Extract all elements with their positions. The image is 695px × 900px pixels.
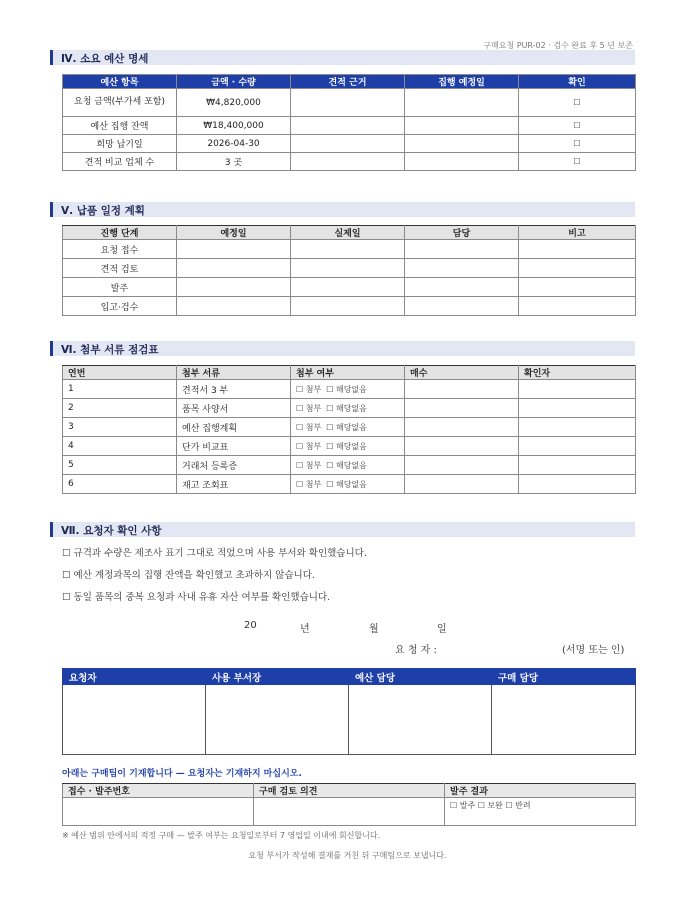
schedule-owner-cell[interactable] bbox=[405, 297, 519, 316]
section-budget-title: Ⅳ. 소요 예산 명세 bbox=[61, 53, 149, 65]
budget-value: ₩18,400,000 bbox=[177, 117, 291, 135]
attachment-checker-cell[interactable] bbox=[519, 380, 636, 399]
budget-date[interactable] bbox=[405, 135, 519, 153]
schedule-stage: 견적 검토 bbox=[63, 259, 177, 278]
attachment-count-cell[interactable] bbox=[405, 418, 519, 437]
budget-basis[interactable] bbox=[291, 135, 405, 153]
attachment-no: 2 bbox=[63, 399, 177, 418]
section-schedule-header bbox=[50, 202, 635, 217]
budget-date[interactable] bbox=[405, 89, 519, 117]
attach-option-checkbox[interactable]: ☐ 첨부 bbox=[296, 441, 322, 451]
attachment-checker-cell[interactable] bbox=[519, 437, 636, 456]
attachment-doc: 품목 사양서 bbox=[177, 399, 291, 418]
schedule-stage: 요청 접수 bbox=[63, 240, 177, 259]
schedule-actual-cell[interactable] bbox=[291, 278, 405, 297]
schedule-col-stage: 진행 단계 bbox=[63, 226, 177, 240]
table-row bbox=[63, 399, 636, 418]
table-row bbox=[63, 418, 636, 437]
procurement-note: 아래는 구매팀이 기재합니다 — 요청자는 기재하지 마십시오. bbox=[62, 769, 302, 779]
procurement-review-cell[interactable] bbox=[254, 798, 445, 826]
procurement-result-options[interactable]: ☐ 발주 ☐ 보완 ☐ 반려 bbox=[445, 798, 636, 826]
section-confirmation-title: Ⅶ. 요청자 확인 사항 bbox=[61, 525, 162, 537]
schedule-col-remarks: 비고 bbox=[519, 226, 636, 240]
table-row bbox=[63, 278, 636, 297]
signature-label: (서명 또는 인) bbox=[562, 645, 625, 656]
attachment-checker-cell[interactable] bbox=[519, 399, 636, 418]
budget-check-box[interactable]: ☐ bbox=[519, 117, 636, 135]
attachment-checker-cell[interactable] bbox=[519, 475, 636, 494]
table-row bbox=[63, 456, 636, 475]
attachments-col-checker: 확인자 bbox=[519, 366, 636, 380]
attachment-doc: 재고 조회표 bbox=[177, 475, 291, 494]
schedule-col-actual: 실제일 bbox=[291, 226, 405, 240]
section-attachments-header bbox=[50, 341, 635, 356]
signature-col-purchasing: 구매 담당 bbox=[492, 669, 636, 685]
attachment-count-cell[interactable] bbox=[405, 399, 519, 418]
attachments-table bbox=[62, 365, 636, 494]
schedule-owner-cell[interactable] bbox=[405, 278, 519, 297]
budget-item: 희망 납기일 bbox=[63, 135, 177, 153]
table-row bbox=[63, 259, 636, 278]
section-confirmation-header bbox=[50, 522, 635, 537]
schedule-table bbox=[62, 225, 636, 316]
schedule-remarks-cell[interactable] bbox=[519, 278, 636, 297]
attachment-no: 5 bbox=[63, 456, 177, 475]
signature-col-budget: 예산 담당 bbox=[349, 669, 492, 685]
schedule-planned-cell[interactable] bbox=[177, 278, 291, 297]
schedule-planned-cell[interactable] bbox=[177, 259, 291, 278]
schedule-stage: 발주 bbox=[63, 278, 177, 297]
section-schedule-title: Ⅴ. 납품 일정 계획 bbox=[61, 205, 145, 217]
budget-date[interactable] bbox=[405, 153, 519, 171]
signature-box-applicant[interactable] bbox=[63, 685, 206, 755]
budget-check-box[interactable]: ☐ bbox=[519, 135, 636, 153]
attachment-no: 4 bbox=[63, 437, 177, 456]
attachment-doc: 거래처 등록증 bbox=[177, 456, 291, 475]
budget-col-basis: 견적 근거 bbox=[291, 75, 405, 89]
na-option-checkbox[interactable]: ☐ 해당없음 bbox=[326, 441, 367, 451]
attachments-col-count: 매수 bbox=[405, 366, 519, 380]
procurement-col-result: 발주 결과 bbox=[445, 784, 636, 798]
attach-option-checkbox[interactable]: ☐ 첨부 bbox=[296, 422, 322, 432]
signature-box-budget[interactable] bbox=[349, 685, 492, 755]
signature-box-purchasing[interactable] bbox=[492, 685, 636, 755]
schedule-planned-cell[interactable] bbox=[177, 297, 291, 316]
schedule-remarks-cell[interactable] bbox=[519, 259, 636, 278]
date-year-label: 년 bbox=[300, 624, 310, 635]
budget-basis[interactable] bbox=[291, 153, 405, 171]
budget-table bbox=[62, 74, 636, 171]
na-option-checkbox[interactable]: ☐ 해당없음 bbox=[326, 403, 367, 413]
table-row bbox=[63, 153, 636, 171]
schedule-owner-cell[interactable] bbox=[405, 240, 519, 259]
schedule-remarks-cell[interactable] bbox=[519, 240, 636, 259]
attach-option-checkbox[interactable]: ☐ 첨부 bbox=[296, 384, 322, 394]
attachment-doc: 예산 집행계획 bbox=[177, 418, 291, 437]
table-row bbox=[63, 135, 636, 153]
procurement-col-review: 구매 검토 의견 bbox=[254, 784, 445, 798]
attachment-count-cell[interactable] bbox=[405, 380, 519, 399]
schedule-actual-cell[interactable] bbox=[291, 259, 405, 278]
schedule-planned-cell[interactable] bbox=[177, 240, 291, 259]
table-row bbox=[63, 240, 636, 259]
attachment-count-cell[interactable] bbox=[405, 475, 519, 494]
attachment-doc: 견적서 3 부 bbox=[177, 380, 291, 399]
budget-col-item: 예산 항목 bbox=[63, 75, 177, 89]
signature-box-dept-head[interactable] bbox=[206, 685, 349, 755]
attachments-col-no: 연번 bbox=[63, 366, 177, 380]
schedule-actual-cell[interactable] bbox=[291, 240, 405, 259]
procurement-order-no-cell[interactable] bbox=[63, 798, 254, 826]
na-option-checkbox[interactable]: ☐ 해당없음 bbox=[326, 479, 367, 489]
attachment-checker-cell[interactable] bbox=[519, 418, 636, 437]
attach-option-checkbox[interactable]: ☐ 첨부 bbox=[296, 403, 322, 413]
attachment-doc: 단가 비교표 bbox=[177, 437, 291, 456]
budget-col-check: 확인 bbox=[519, 75, 636, 89]
budget-basis[interactable] bbox=[291, 89, 405, 117]
procurement-col-order-no: 접수 · 발주번호 bbox=[63, 784, 254, 798]
signature-col-applicant: 요청자 bbox=[63, 669, 206, 685]
budget-date[interactable] bbox=[405, 117, 519, 135]
budget-item: 견적 비교 업체 수 bbox=[63, 153, 177, 171]
attachment-no: 6 bbox=[63, 475, 177, 494]
budget-col-date: 집행 예정일 bbox=[405, 75, 519, 89]
date-day-label: 일 bbox=[437, 624, 447, 635]
table-row bbox=[63, 117, 636, 135]
footer-note: ※ 예산 범위 안에서의 적정 구매 — 발주 여부는 요청일로부터 7 영업일 이내에 회신합니다. bbox=[62, 831, 381, 840]
applicant-label: 요 청 자 : bbox=[395, 645, 437, 656]
attachment-no: 3 bbox=[63, 418, 177, 437]
schedule-col-planned: 예정일 bbox=[177, 226, 291, 240]
schedule-remarks-cell[interactable] bbox=[519, 297, 636, 316]
attachments-col-attached: 첨부 여부 bbox=[291, 366, 405, 380]
budget-basis[interactable] bbox=[291, 117, 405, 135]
footer-routing: 요청 부서가 작성해 결재를 거친 뒤 구매팀으로 보냅니다. bbox=[248, 851, 447, 860]
schedule-owner-cell[interactable] bbox=[405, 259, 519, 278]
budget-item: 요청 금액(부가세 포함) bbox=[63, 89, 177, 117]
schedule-stage: 입고·검수 bbox=[63, 297, 177, 316]
budget-value: ₩4,820,000 bbox=[177, 89, 291, 117]
section-attachments-title: Ⅵ. 첨부 서류 점검표 bbox=[61, 344, 159, 356]
budget-check-box[interactable]: ☐ bbox=[519, 153, 636, 171]
section-budget-header bbox=[50, 50, 635, 65]
confirmation-item-budget[interactable]: ☐ 예산 계정과목의 집행 잔액을 확인했고 초과하지 않습니다. bbox=[62, 570, 315, 581]
confirmation-item-duplicate[interactable]: ☐ 동일 품목의 중복 요청과 사내 유휴 자산 여부를 확인했습니다. bbox=[62, 592, 331, 603]
na-option-checkbox[interactable]: ☐ 해당없음 bbox=[326, 384, 367, 394]
attach-option-checkbox[interactable]: ☐ 첨부 bbox=[296, 479, 322, 489]
date-year-prefix: 20 bbox=[244, 620, 257, 631]
table-row bbox=[63, 475, 636, 494]
na-option-checkbox[interactable]: ☐ 해당없음 bbox=[326, 422, 367, 432]
budget-check-box[interactable]: ☐ bbox=[519, 89, 636, 117]
budget-col-value: 금액 · 수량 bbox=[177, 75, 291, 89]
signature-table bbox=[62, 668, 636, 755]
schedule-actual-cell[interactable] bbox=[291, 297, 405, 316]
attach-option-checkbox[interactable]: ☐ 첨부 bbox=[296, 460, 322, 470]
budget-value: 2026-04-30 bbox=[177, 135, 291, 153]
attachment-count-cell[interactable] bbox=[405, 456, 519, 475]
confirmation-item-spec[interactable]: ☐ 규격과 수량은 제조사 표기 그대로 적었으며 사용 부서와 확인했습니다. bbox=[62, 548, 367, 559]
budget-value: 3 곳 bbox=[177, 153, 291, 171]
na-option-checkbox[interactable]: ☐ 해당없음 bbox=[326, 460, 367, 470]
attachment-count-cell[interactable] bbox=[405, 437, 519, 456]
budget-item: 예산 집행 잔액 bbox=[63, 117, 177, 135]
retention-note: 구매요청 PUR-02 · 검수 완료 후 5 년 보존 bbox=[483, 41, 633, 50]
signature-col-dept-head: 사용 부서장 bbox=[206, 669, 349, 685]
attachments-col-doc: 첨부 서류 bbox=[177, 366, 291, 380]
procurement-table bbox=[62, 783, 636, 826]
attachment-checker-cell[interactable] bbox=[519, 456, 636, 475]
table-row bbox=[63, 297, 636, 316]
table-row bbox=[63, 89, 636, 117]
date-month-label: 월 bbox=[369, 624, 379, 635]
schedule-col-owner: 담당 bbox=[405, 226, 519, 240]
table-row bbox=[63, 380, 636, 399]
table-row bbox=[63, 437, 636, 456]
attachment-no: 1 bbox=[63, 380, 177, 399]
